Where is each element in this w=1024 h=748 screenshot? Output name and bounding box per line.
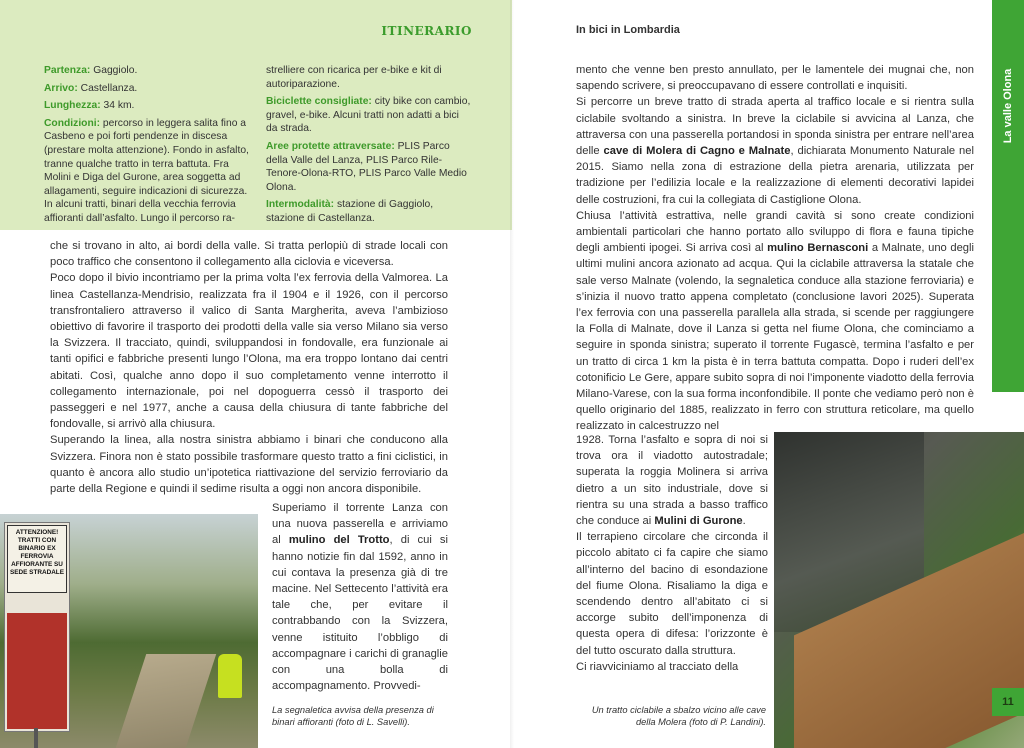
info-value: city bike con cambio, gravel, e-bike. Alcuni tratti non adatti a bici da strada. — [266, 96, 471, 135]
info-label: Partenza: — [44, 65, 91, 76]
text-run: , di cui si hanno notizie fin dal 1592, anno in cui contava la presenza già di tre macine. Nel Settecento l’attività era tale che, per evitare il contrabbando con la Svizzera, venne istituito l’obbligo di accompagnare i carichi di granaglie con una bolla di accompagnamento. Provvedi- — [272, 534, 448, 693]
info-value: 34 km. — [100, 100, 135, 112]
info-column-1 — [44, 64, 254, 230]
info-column-2 — [266, 64, 472, 230]
info-value: stazione di Gaggiolo, stazione di Castellanza. — [266, 199, 434, 224]
info-entry — [266, 140, 472, 194]
right-side-text — [576, 432, 768, 675]
info-label: Lunghezza: — [44, 100, 101, 112]
right-page — [512, 0, 1024, 748]
sign-red-panel — [7, 613, 67, 729]
info-entry — [266, 95, 472, 136]
text-run: Si percorre un breve tratto di strada aperta al traffico locale e si rientra sulla ciclabile svoltando a sinistra. In breve la ciclabile si avvicina al Lanza, che attraversa con una passerella portandosi in sponda sinistra per entrare nell’area delle — [576, 96, 974, 158]
left-main-text — [50, 238, 448, 497]
info-entry — [266, 198, 472, 225]
text-run: 1928. Torna l’asfalto e sopra di noi si trova ora il viadotto autostradale; superata la roggia Molinera si arriva dietro a un sito industriale, dove si rientra su una strada a basso traffico che conduce ai — [576, 434, 768, 528]
info-label: Aree protette attraversate: — [266, 140, 395, 152]
info-value: Castellanza. — [77, 82, 138, 94]
text-run: , dichiarata Monumento Naturale nel 2015. Siamo nella zona di estrazione della pietra arenaria, utilizzata per tradizione per l’edilizia locale e la realizzazione di elementi decorativi lapidei delle costruzioni, fra cui la collegiata di Castiglione Olona. — [576, 145, 974, 206]
info-value: Gaggiolo. — [90, 65, 138, 76]
photo-caption-right: Un tratto ciclabile a sbalzo vicino alle cave della Molera (foto di P. Landini). — [591, 705, 766, 727]
paragraph: Poco dopo il bivio incontriamo per la prima volta l’ex ferrovia della Valmorea. La linea Castellanza-Mendrisio, realizzata fra il 1904 e il 1926, con il percorso transfrontaliero attraverso il valico di Santa Margherita, aveva l’ambizioso obiettivo di favorire il trasporto dei prodotti della valle sia verso Milano sia verso la Svizzera. Il tracciato, quindi, sviluppandosi in fondovalle, era funzionale ai tanti opifici e fabbriche presenti lungo l’Olona, ma era troppo lontano dai centri abitati. Così, qualche anno dopo il suo completamento venne interrotto il collegamento internazionale, poi nel dopoguerra cessò il trasporto dei passeggeri e nel 1977, anche a causa della chiusura di tante fabbriche del fondovalle, si arrivò alla chiusura. — [50, 272, 448, 431]
paragraph: mento che venne ben presto annullato, per le lamentele dei mugnai che, non sapendo scrivere, si preoccupavano di essere controllati e inquisiti. — [576, 64, 974, 93]
left-side-text — [272, 500, 448, 694]
paragraph: Superando la linea, alla nostra sinistra abbiamo i binari che conducono alla Svizzera. Finora non è stato possibile trasformare questo tratto a fini ciclistici, in quanto è ancora allo studio un’ipotetica riattivazione del servizio ferroviario da parte della Regione e quindi il sedime risulta a oggi non ancora disponibile. — [50, 434, 448, 496]
paragraph: che si trovano in alto, ai bordi della valle. Si tratta perlopiù di strade locali con poco traffico che consentono il collegamento alla ciclovia e viceversa. — [50, 240, 448, 269]
paragraph: Ci riavviciniamo al tracciato della — [576, 660, 739, 673]
paragraph: Il terrapieno circolare che circonda il piccolo abitato ci fa capire che siamo all’interno del bacino di esondazione del fiume Olona. Risaliamo la diga e scendendo dentro all’abitato ci si accorge subito dell’imponenza di questa opera di difesa: l’orizzonte è del tutto oscurato dalla struttura. — [576, 531, 768, 657]
info-entry — [266, 64, 472, 91]
paragraph — [576, 432, 768, 529]
info-label: Arrivo: — [44, 82, 78, 94]
text-run: Superiamo il torrente Lanza con una nuova passerella e arriviamo al — [272, 502, 448, 547]
photo-caption-left: La segnaletica avvisa della presenza di binari affioranti (foto di L. Savelli). — [272, 705, 434, 727]
section-heading: ITINERARIO — [381, 24, 472, 38]
photo-boardwalk — [774, 432, 1024, 748]
chapter-tab-label: La valle Olona — [1002, 68, 1014, 144]
paragraph — [576, 94, 974, 207]
photo-warning-sign — [0, 514, 258, 748]
info-entry — [44, 82, 254, 96]
sign-text: ATTENZIONE! TRATTI CON BINARIO EX FERROVIA AFFIORANTE SU SEDE STRADALE — [7, 525, 67, 593]
info-value: PLIS Parco della Valle del Lanza, PLIS Parco Rile-Tenore-Olona-RTO, PLIS Parco Valle Medio Olona. — [266, 140, 467, 193]
paragraph — [576, 208, 974, 435]
info-label: Intermodalità: — [266, 199, 335, 211]
chapter-side-tab — [992, 0, 1024, 392]
place-name: mulino del Trotto — [288, 534, 390, 547]
running-head: In bici in Lombardia — [576, 24, 680, 36]
place-name: mulino Bernasconi — [767, 242, 869, 255]
info-label: Biciclette consigliate: — [266, 96, 372, 108]
place-name: cave di Molera di Cagno e Malnate — [603, 145, 791, 158]
page-number: 11 — [992, 688, 1024, 716]
text-run: Chiusa l’attività estrattiva, nelle grandi cavità si sono create condizioni ambientali particolari che hanno portato allo sviluppo di flora e fauna tipiche degli ambienti ipogei. Si arriva così al — [576, 209, 974, 255]
info-value: strelliere con ricarica per e-bike e kit di autoriparazione. — [266, 65, 442, 90]
info-label: Condizioni: — [44, 117, 101, 129]
warning-sign — [4, 522, 70, 732]
info-entry — [44, 99, 254, 113]
itinerary-info-box — [0, 0, 512, 230]
paragraph — [272, 500, 448, 694]
sign-post — [34, 728, 38, 748]
cycle-path-shape — [114, 654, 216, 748]
book-gutter — [510, 0, 514, 748]
text-run: a Malnate, uno degli ultimi mulini ancora azionato ad acqua. Qui la ciclabile attraversa la statale che sale verso Malnate (volendo, la segnaletica conduce alla stazione ferroviaria) e s’inizia il nuovo tratto appena completato (conclusione lavori 2025). Superata l’ex ferrovia con una passerella parallela alla strada, si scende per raggiungere la Folla di Malnate, dove il Lanza si getta nel fiume Olona, che cominciamo a seguire in sponda sinistra; superato il torrente Fugascè, termina l’asfalto e per un tratto di circa 1 km la pista è in terra battuta compatta. Dopo i ruderi dell’ex cotonificio Le Gere, appare subito sopra di noi l’imponente viadotto della ferrovia Milano-Varese, con la sua forma inconfondibile. Il ponte che vediamo però non è quello originario del 1885, realizzato in ferro con struttura reticolare, ma quello realizzato in calcestruzzo nel — [576, 242, 975, 433]
cyclist-shape — [218, 654, 242, 698]
right-main-text — [576, 62, 974, 435]
info-entry — [44, 117, 254, 226]
text-run: . — [742, 515, 746, 528]
place-name: Mulini di Gurone — [654, 515, 743, 528]
info-entry — [44, 64, 254, 78]
info-value: percorso in leggera salita fino a Casbeno e poi forti pendenze in discesa (prestare molta attenzione). Fondo in asfalto, tranne qualche tratto in terra battuta. Fra Molini e Diga del Gurone, area soggetta ad allagamenti, seguire indicazioni di sicurezza. In alcuni tratti, binari della vecchia ferrovia affioranti dall’asfalto. Lungo il percorso ra- — [44, 117, 249, 224]
